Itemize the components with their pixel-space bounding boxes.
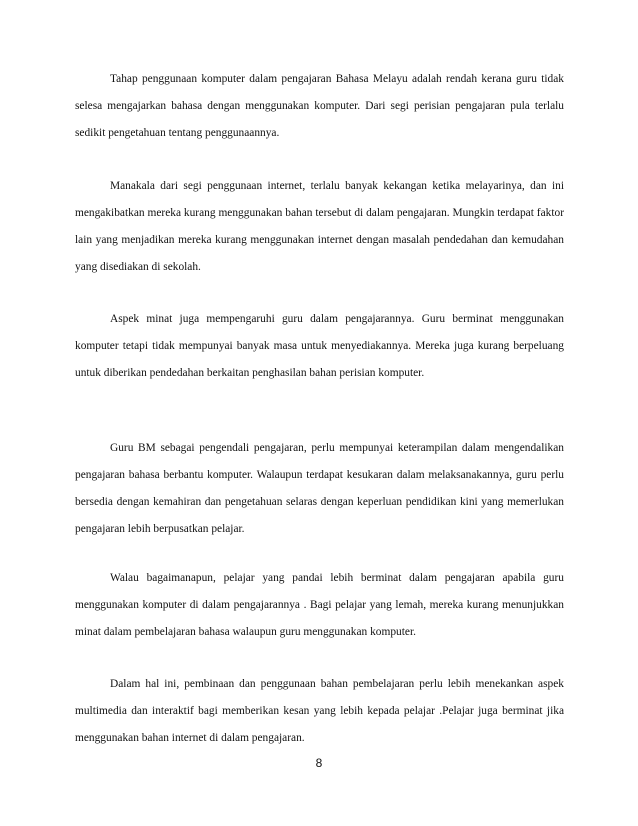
page-number: 8 <box>315 756 323 770</box>
paragraph-3: Aspek minat juga mempengaruhi guru dalam pengajarannya. Guru berminat menggunakan komputer tetapi tidak mempunyai banyak masa untuk menyediakannya. Mereka juga kurang berpeluang untuk diberikan pendedahan berkaitan penghasilan bahan perisian komputer. <box>75 313 564 379</box>
paragraph-1: Tahap penggunaan komputer dalam pengajaran Bahasa Melayu adalah rendah kerana guru tidak selesa mengajarkan bahasa dengan menggunakan komputer. Dari segi perisian pengajaran pula terlalu sedikit pengetahuan tentang penggunaannya. <box>75 73 564 139</box>
paragraph-6: Dalam hal ini, pembinaan dan penggunaan bahan pembelajaran perlu lebih menekankan aspek multimedia dan interaktif bagi memberikan kesan yang lebih kepada pelajar .Pelajar juga berminat jika menggunakan bahan internet di dalam pengajaran. <box>75 678 564 744</box>
paragraph-4: Guru BM sebagai pengendali pengajaran, perlu mempunyai keterampilan dalam mengendalikan pengajaran bahasa berbantu komputer. Walaupun terdapat kesukaran dalam melaksanakannya, guru perlu bersedia dengan kemahiran dan pengetahuan selaras dengan keperluan pendidikan kini yang memerlukan pengajaran lebih berpusatkan pelajar. <box>75 442 564 535</box>
paragraph-2: Manakala dari segi penggunaan internet, terlalu banyak kekangan ketika melayarinya, dan ini mengakibatkan mereka kurang menggunakan bahan tersebut di dalam pengajaran. Mungkin terdapat faktor lain yang menjadikan mereka kurang menggunakan internet dengan masalah pendedahan dan kemudahan yang disediakan di sekolah. <box>75 180 564 273</box>
paragraph-5: Walau bagaimanapun, pelajar yang pandai lebih berminat dalam pengajaran apabila guru menggunakan komputer di dalam pengajarannya . Bagi pelajar yang lemah, mereka kurang menunjukkan minat dalam pembelajaran bahasa walaupun guru menggunakan komputer. <box>75 572 564 638</box>
